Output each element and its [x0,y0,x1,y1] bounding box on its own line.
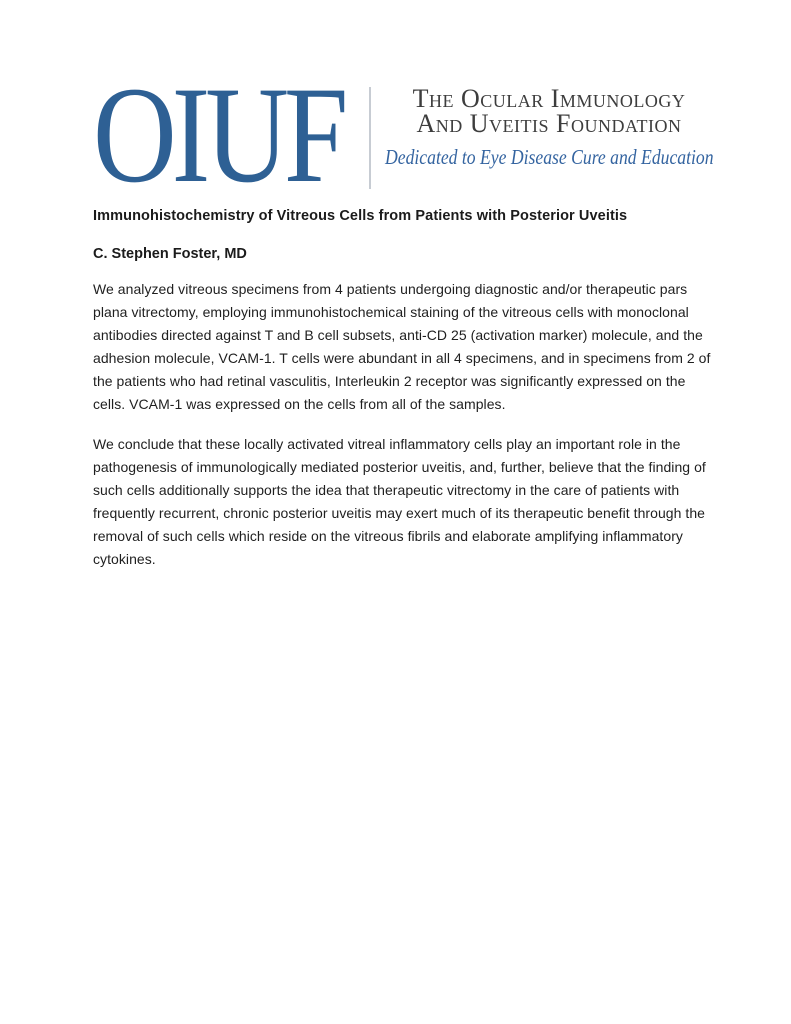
article-body [93,207,711,571]
logo-acronym: OIUF [93,58,344,211]
org-name-line2: And Uveitis Foundation [416,109,682,138]
article-title: Immunohistochemistry of Vitreous Cells from Patients with Posterior Uveitis [93,208,628,224]
logo-divider [369,87,371,189]
oiuf-logo [93,58,714,211]
abstract-paragraph-1: We analyzed vitreous specimens from 4 patients undergoing diagnostic and/or therapeutic pars plana vitrectomy, employing immunohistochemical staining of the vitreous cells with monoclonal antibodies directed against T and B cell subsets, anti-CD 25 (activation marker) molecule, and the adhesion molecule, VCAM-1. T cells were abundant in all 4 specimens, and in specimens from 2 of the patients who had retinal vasculitis, Interleukin 2 receptor was significantly expressed on the cells. VCAM-1 was expressed on the cells from all of the samples. [93,281,711,412]
logo-acronym-wrap [93,58,361,211]
article-author: C. Stephen Foster, MD [93,246,247,262]
org-name [385,86,713,136]
org-name-line1: The Ocular Immunology [412,84,686,113]
abstract-paragraph-2: We conclude that these locally activated vitreal inflammatory cells play an important role in the pathogenesis of immunologically mediated posterior uveitis, and, further, believe that the finding of such cells additionally supports the idea that therapeutic vitrectomy in the care of patients with frequently recurrent, chronic posterior uveitis may exert much of its therapeutic benefit through the removal of such cells which reside on the vitreous fibrils and elaborate amplifying inflammatory cytokines. [93,436,706,567]
logo-text-block [385,85,776,168]
org-tagline: Dedicated to Eye Disease Cure and Education [385,145,714,169]
